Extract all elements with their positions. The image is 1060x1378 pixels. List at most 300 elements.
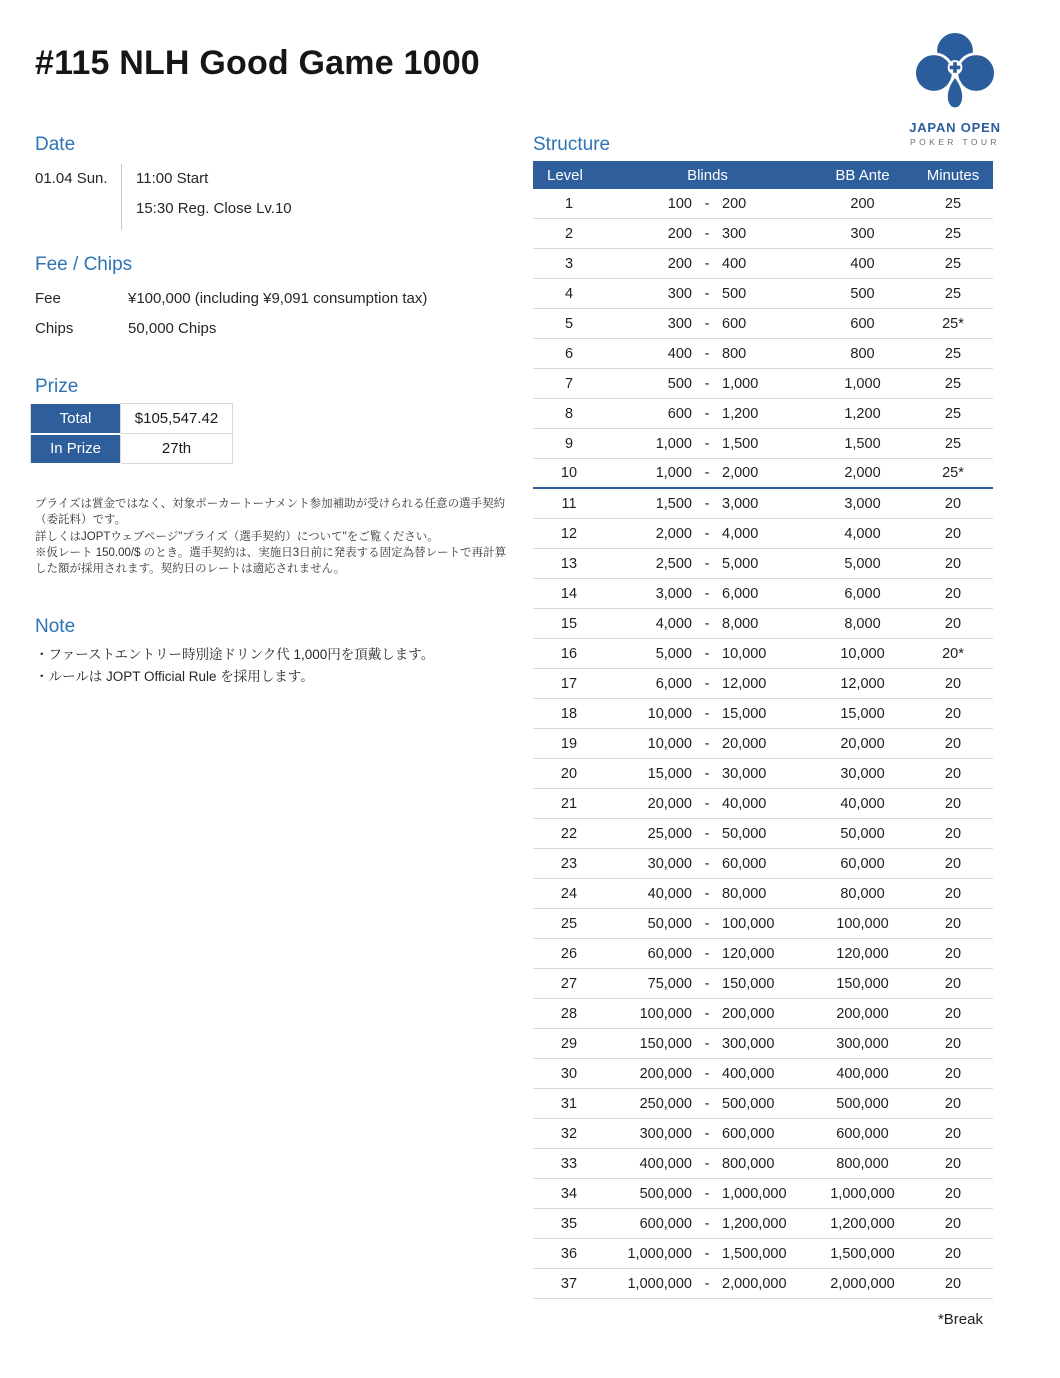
jopt-logo [900, 28, 1010, 147]
small-blind: 100,000 [639, 1005, 692, 1022]
blinds-cell [605, 916, 810, 932]
level-cell: 31 [560, 1095, 578, 1112]
small-blind: 200 [667, 225, 692, 242]
minutes-cell: 25 [944, 255, 962, 272]
level-cell: 28 [560, 1005, 578, 1022]
level-cell: 11 [561, 495, 577, 512]
structure-row [533, 909, 993, 939]
big-blind: 10,000 [722, 645, 767, 662]
big-blind: 2,000 [722, 465, 759, 481]
bb-ante-cell: 50,000 [840, 825, 885, 842]
level-cell: 36 [560, 1245, 578, 1262]
bb-ante-cell: 60,000 [840, 855, 885, 872]
level-cell: 32 [560, 1125, 578, 1142]
bb-ante-cell: 6,000 [844, 585, 881, 602]
blinds-cell [605, 496, 810, 512]
column-header-bb-ante: BB Ante [835, 166, 890, 184]
bb-ante-cell: 1,200 [844, 405, 881, 422]
level-cell: 29 [560, 1035, 578, 1052]
level-cell: 24 [560, 885, 578, 902]
minutes-cell: 25 [944, 285, 962, 302]
structure-row [533, 819, 993, 849]
blinds-cell [605, 616, 810, 632]
level-cell: 23 [560, 855, 578, 872]
note-item: ・ファーストエントリー時別途ドリンク代 1,000円を頂戴します。 [35, 647, 435, 662]
blinds-cell [605, 376, 810, 392]
blinds-cell [605, 196, 810, 212]
blinds-cell [605, 1126, 810, 1142]
minutes-cell: 25* [942, 465, 964, 481]
bb-ante-cell: 800 [850, 345, 875, 362]
blinds-dash: - [704, 705, 710, 722]
small-blind: 30,000 [647, 855, 692, 872]
blinds-dash: - [704, 1245, 710, 1262]
level-cell: 10 [560, 465, 578, 481]
minutes-cell: 20 [944, 975, 962, 992]
fee-label: Fee [35, 290, 61, 307]
level-cell: 5 [564, 315, 574, 332]
structure-row [533, 849, 993, 879]
big-blind: 300 [722, 225, 747, 242]
structure-row [533, 969, 993, 999]
blinds-cell [605, 316, 810, 332]
blinds-cell [605, 946, 810, 962]
minutes-cell: 20 [944, 1155, 962, 1172]
minutes-cell: 20 [944, 885, 962, 902]
blinds-dash: - [704, 975, 710, 992]
column-header-level: Level [547, 166, 583, 184]
small-blind: 1,000 [655, 435, 692, 452]
logo-text-poker-tour: POKER TOUR [910, 137, 1000, 147]
blinds-dash: - [704, 615, 710, 632]
level-cell: 16 [560, 645, 578, 662]
big-blind: 8,000 [722, 615, 759, 632]
big-blind: 800 [722, 345, 747, 362]
structure-row [533, 309, 993, 339]
big-blind: 800,000 [722, 1155, 775, 1172]
structure-row [533, 249, 993, 279]
minutes-cell: 20 [944, 495, 962, 512]
structure-row [533, 789, 993, 819]
blinds-dash: - [704, 885, 710, 902]
blinds-cell [605, 256, 810, 272]
prize-inprize-label: In Prize [31, 434, 121, 464]
small-blind: 10,000 [647, 735, 692, 752]
minutes-cell: 25 [944, 375, 962, 392]
chips-row [35, 314, 505, 344]
blinds-cell [605, 1216, 810, 1232]
small-blind: 60,000 [647, 945, 692, 962]
blinds-cell [605, 796, 810, 812]
blinds-cell [605, 286, 810, 302]
bb-ante-cell: 15,000 [840, 705, 885, 722]
blinds-dash: - [704, 555, 710, 572]
small-blind: 500,000 [639, 1185, 692, 1202]
structure-table-header [533, 161, 993, 189]
structure-row [533, 759, 993, 789]
level-cell: 20 [560, 765, 578, 782]
minutes-cell: 25 [944, 435, 962, 452]
small-blind: 15,000 [647, 765, 692, 782]
structure-row [533, 1269, 993, 1299]
small-blind: 400,000 [639, 1155, 692, 1172]
structure-row [533, 459, 993, 489]
level-cell: 22 [560, 825, 578, 842]
structure-row [533, 1239, 993, 1269]
blinds-dash: - [704, 255, 710, 272]
bb-ante-cell: 10,000 [840, 645, 885, 662]
blinds-cell [605, 766, 810, 782]
prize-total-value: $105,547.42 [121, 404, 233, 434]
bb-ante-cell: 150,000 [836, 975, 889, 992]
minutes-cell: 20 [944, 1035, 962, 1052]
minutes-cell: 20 [944, 1215, 962, 1232]
big-blind: 400,000 [722, 1065, 775, 1082]
structure-row [533, 999, 993, 1029]
blinds-dash: - [704, 315, 710, 332]
bb-ante-cell: 120,000 [836, 945, 889, 962]
structure-row [533, 1059, 993, 1089]
big-blind: 60,000 [722, 855, 767, 872]
blinds-cell [605, 1066, 810, 1082]
big-blind: 1,200,000 [722, 1215, 787, 1232]
structure-row [533, 549, 993, 579]
level-cell: 13 [560, 555, 578, 572]
blinds-dash: - [704, 345, 710, 362]
blinds-cell [605, 736, 810, 752]
big-blind: 2,000,000 [722, 1275, 787, 1292]
bb-ante-cell: 300 [850, 225, 875, 242]
minutes-cell: 25 [944, 405, 962, 422]
blinds-dash: - [704, 435, 710, 452]
fee-chips-heading: Fee / Chips [35, 254, 133, 275]
bb-ante-cell: 1,200,000 [830, 1215, 895, 1232]
bb-ante-cell: 1,000,000 [830, 1185, 895, 1202]
prize-inprize-value: 27th [121, 434, 233, 464]
minutes-cell: 20 [944, 1095, 962, 1112]
small-blind: 200 [667, 255, 692, 272]
small-blind: 5,000 [655, 645, 692, 662]
bb-ante-cell: 600 [850, 315, 875, 332]
blinds-dash: - [704, 1095, 710, 1112]
structure-row [533, 339, 993, 369]
small-blind: 150,000 [639, 1035, 692, 1052]
big-blind: 400 [722, 255, 747, 272]
small-blind: 1,000,000 [627, 1245, 692, 1262]
blinds-cell [605, 976, 810, 992]
structure-row [533, 1209, 993, 1239]
structure-row [533, 519, 993, 549]
level-cell: 14 [560, 585, 578, 602]
blinds-cell [605, 346, 810, 362]
bb-ante-cell: 40,000 [840, 795, 885, 812]
big-blind: 50,000 [722, 825, 767, 842]
minutes-cell: 20 [944, 915, 962, 932]
blinds-dash: - [704, 945, 710, 962]
bb-ante-cell: 200,000 [836, 1005, 889, 1022]
big-blind: 600 [722, 315, 747, 332]
structure-row [533, 729, 993, 759]
small-blind: 40,000 [647, 885, 692, 902]
table-row [31, 434, 233, 464]
small-blind: 400 [667, 345, 692, 362]
small-blind: 300 [667, 285, 692, 302]
minutes-cell: 20 [944, 765, 962, 782]
blinds-dash: - [704, 675, 710, 692]
prize-disclaimer [35, 496, 515, 578]
blinds-dash: - [704, 195, 710, 212]
small-blind: 75,000 [647, 975, 692, 992]
reg-close-time: 15:30 Reg. Close Lv.10 [136, 200, 292, 217]
level-cell: 9 [564, 435, 574, 452]
minutes-cell: 20 [944, 1185, 962, 1202]
bb-ante-cell: 5,000 [844, 555, 881, 572]
minutes-cell: 25 [944, 225, 962, 242]
structure-row [533, 699, 993, 729]
big-blind: 15,000 [722, 705, 767, 722]
blinds-cell [605, 556, 810, 572]
big-blind: 600,000 [722, 1125, 775, 1142]
small-blind: 1,000,000 [627, 1275, 692, 1292]
disclaimer-paragraph-3: ※仮レート 150.00/$ のとき。選手契約は、実施日3日前に発表する固定為替レートで再計算した額が採用されます。契約日のレートは適応されません。 [35, 546, 507, 576]
big-blind: 120,000 [722, 945, 775, 962]
prize-section [30, 376, 500, 465]
structure-row [533, 1029, 993, 1059]
structure-row [533, 489, 993, 519]
bb-ante-cell: 500 [850, 285, 875, 302]
small-blind: 200,000 [639, 1065, 692, 1082]
big-blind: 5,000 [722, 555, 759, 572]
logo-text-japan-open: JAPAN OPEN [909, 120, 1001, 135]
level-cell: 17 [560, 675, 578, 692]
blinds-dash: - [704, 1275, 710, 1292]
blinds-dash: - [704, 495, 710, 512]
blinds-dash: - [704, 1125, 710, 1142]
blinds-dash: - [704, 735, 710, 752]
fee-value: ¥100,000 (including ¥9,091 consumption tax) [128, 290, 428, 307]
bb-ante-cell: 600,000 [836, 1125, 889, 1142]
bb-ante-cell: 4,000 [844, 525, 881, 542]
minutes-cell: 20 [944, 615, 962, 632]
level-cell: 34 [560, 1185, 578, 1202]
big-blind: 200,000 [722, 1005, 775, 1022]
structure-table-body [533, 189, 993, 1299]
prize-total-label: Total [31, 404, 121, 434]
note-item: ・ルールは JOPT Official Rule を採用します。 [35, 668, 314, 684]
minutes-cell: 20 [944, 1275, 962, 1292]
blinds-dash: - [704, 585, 710, 602]
big-blind: 150,000 [722, 975, 775, 992]
big-blind: 80,000 [722, 885, 767, 902]
blinds-cell [605, 826, 810, 842]
level-cell: 8 [564, 405, 574, 422]
level-cell: 26 [560, 945, 578, 962]
minutes-cell: 20 [944, 555, 962, 572]
fee-chips-section [35, 254, 505, 344]
blinds-dash: - [704, 465, 710, 481]
minutes-cell: 20 [944, 525, 962, 542]
blinds-dash: - [704, 1065, 710, 1082]
level-cell: 6 [564, 345, 574, 362]
small-blind: 1,000 [655, 465, 692, 481]
level-cell: 3 [564, 255, 574, 272]
structure-row [533, 609, 993, 639]
blinds-dash: - [704, 855, 710, 872]
small-blind: 600 [667, 405, 692, 422]
chips-value: 50,000 Chips [128, 320, 217, 337]
blinds-cell [605, 676, 810, 692]
minutes-cell: 20 [944, 675, 962, 692]
minutes-cell: 20* [942, 645, 964, 662]
minutes-cell: 20 [944, 705, 962, 722]
blinds-cell [605, 406, 810, 422]
small-blind: 10,000 [647, 705, 692, 722]
small-blind: 4,000 [655, 615, 692, 632]
bb-ante-cell: 80,000 [840, 885, 885, 902]
prize-heading: Prize [35, 376, 79, 397]
blinds-cell [605, 226, 810, 242]
small-blind: 25,000 [647, 825, 692, 842]
minutes-cell: 20 [944, 735, 962, 752]
structure-section [533, 134, 993, 1328]
bb-ante-cell: 12,000 [840, 675, 885, 692]
big-blind: 6,000 [722, 585, 759, 602]
structure-row [533, 939, 993, 969]
structure-row [533, 579, 993, 609]
fee-row [35, 284, 505, 314]
table-row [31, 404, 233, 434]
date-heading: Date [35, 134, 76, 155]
small-blind: 100 [667, 195, 692, 212]
blinds-cell [605, 856, 810, 872]
level-cell: 30 [560, 1065, 578, 1082]
page-title: #115 NLH Good Game 1000 [35, 44, 480, 82]
blinds-cell [605, 1096, 810, 1112]
big-blind: 3,000 [722, 495, 759, 512]
structure-row [533, 1149, 993, 1179]
blinds-dash: - [704, 405, 710, 422]
blinds-cell [605, 586, 810, 602]
blinds-dash: - [704, 915, 710, 932]
level-cell: 18 [560, 705, 578, 722]
big-blind: 500,000 [722, 1095, 775, 1112]
blinds-cell [605, 646, 810, 662]
small-blind: 6,000 [655, 675, 692, 692]
bb-ante-cell: 200 [850, 195, 875, 212]
big-blind: 1,500 [722, 435, 759, 452]
blinds-dash: - [704, 1035, 710, 1052]
disclaimer-paragraph-2: 詳しくはJOPTウェブページ"プライズ（選手契約）について"をご覧ください。 [35, 530, 439, 543]
bb-ante-cell: 1,000 [844, 375, 881, 392]
level-cell: 7 [564, 375, 574, 392]
level-cell: 27 [560, 975, 578, 992]
blinds-dash: - [704, 285, 710, 302]
level-cell: 12 [560, 525, 578, 542]
level-cell: 35 [560, 1215, 578, 1232]
small-blind: 250,000 [639, 1095, 692, 1112]
small-blind: 300,000 [639, 1125, 692, 1142]
blinds-dash: - [704, 375, 710, 392]
big-blind: 500 [722, 285, 747, 302]
structure-row [533, 639, 993, 669]
column-header-minutes: Minutes [926, 166, 980, 184]
disclaimer-paragraph-1: プライズは賞金ではなく、対象ポーカートーナメント参加補助が受けられる任意の選手契約（委託料）です。 [35, 498, 506, 527]
blinds-cell [605, 465, 810, 481]
bb-ante-cell: 1,500 [844, 435, 881, 452]
bb-ante-cell: 800,000 [836, 1155, 889, 1172]
structure-row [533, 1119, 993, 1149]
level-cell: 33 [560, 1155, 578, 1172]
level-cell: 2 [564, 225, 574, 242]
big-blind: 30,000 [722, 765, 767, 782]
structure-row [533, 369, 993, 399]
blinds-cell [605, 706, 810, 722]
big-blind: 300,000 [722, 1035, 775, 1052]
big-blind: 40,000 [722, 795, 767, 812]
bb-ante-cell: 20,000 [840, 735, 885, 752]
blinds-cell [605, 1036, 810, 1052]
level-cell: 21 [560, 795, 578, 812]
bb-ante-cell: 3,000 [844, 495, 881, 512]
column-header-blinds: Blinds [687, 166, 728, 184]
bb-ante-cell: 1,500,000 [830, 1245, 895, 1262]
structure-row [533, 399, 993, 429]
small-blind: 2,500 [655, 555, 692, 572]
big-blind: 1,000 [722, 375, 759, 392]
level-cell: 25 [560, 915, 578, 932]
bb-ante-cell: 2,000 [844, 465, 881, 481]
minutes-cell: 25 [944, 195, 962, 212]
blinds-dash: - [704, 525, 710, 542]
bb-ante-cell: 400 [850, 255, 875, 272]
small-blind: 500 [667, 375, 692, 392]
note-section [35, 616, 515, 688]
blinds-cell [605, 1186, 810, 1202]
minutes-cell: 20 [944, 1065, 962, 1082]
blinds-dash: - [704, 1215, 710, 1232]
structure-row [533, 1089, 993, 1119]
minutes-cell: 20 [944, 945, 962, 962]
big-blind: 1,500,000 [722, 1245, 787, 1262]
minutes-cell: 20 [944, 1005, 962, 1022]
bb-ante-cell: 30,000 [840, 765, 885, 782]
structure-heading: Structure [533, 134, 611, 155]
big-blind: 20,000 [722, 735, 767, 752]
small-blind: 1,500 [655, 495, 692, 512]
minutes-cell: 20 [944, 825, 962, 842]
blinds-dash: - [704, 1185, 710, 1202]
bb-ante-cell: 500,000 [836, 1095, 889, 1112]
structure-row [533, 189, 993, 219]
blinds-dash: - [704, 795, 710, 812]
structure-row [533, 219, 993, 249]
blinds-cell [605, 1156, 810, 1172]
blinds-cell [605, 526, 810, 542]
small-blind: 2,000 [655, 525, 692, 542]
club-icon [900, 28, 1010, 118]
structure-row [533, 1179, 993, 1209]
big-blind: 1,200 [722, 405, 759, 422]
big-blind: 100,000 [722, 915, 775, 932]
bb-ante-cell: 400,000 [836, 1065, 889, 1082]
structure-row [533, 429, 993, 459]
bb-ante-cell: 300,000 [836, 1035, 889, 1052]
minutes-cell: 20 [944, 795, 962, 812]
start-time: 11:00 Start [136, 170, 209, 187]
big-blind: 12,000 [722, 675, 767, 692]
structure-row [533, 279, 993, 309]
structure-row [533, 669, 993, 699]
